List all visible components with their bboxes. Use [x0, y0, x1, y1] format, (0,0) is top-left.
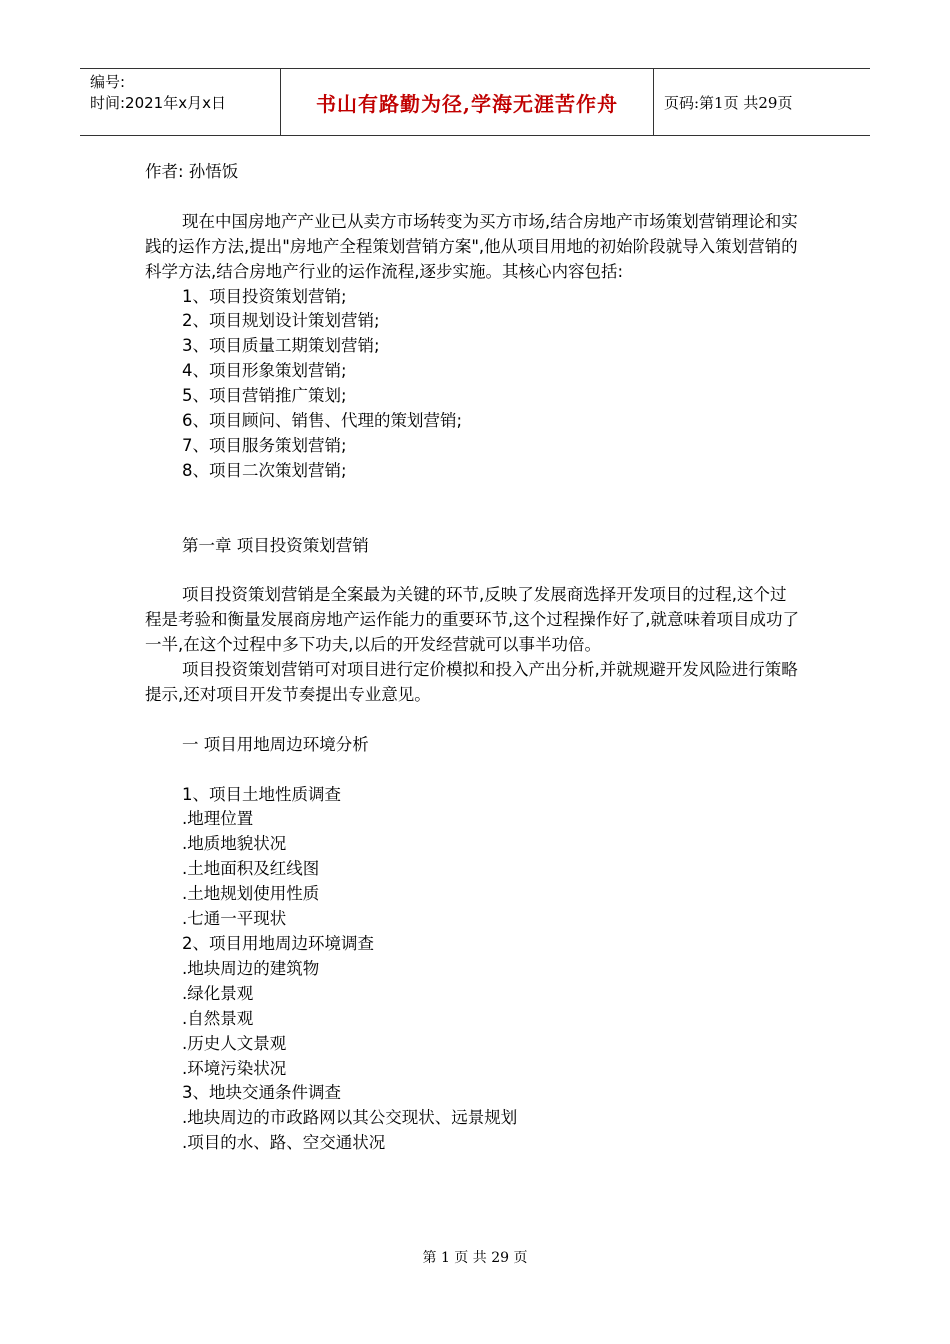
list-item: 5、项目营销推广策划; — [182, 386, 347, 406]
header-meta — [80, 69, 281, 135]
outline-line: .地块周边的建筑物 — [182, 958, 320, 978]
list-item: 1、项目投资策划营销; — [182, 286, 347, 306]
list-item: 7、项目服务策划营销; — [182, 435, 347, 455]
outline-line: 2、项目用地周边环境调查 — [182, 934, 374, 954]
outline-line: .绿化景观 — [182, 983, 254, 1003]
header-number: 编号: — [90, 73, 126, 91]
outline-line: .地质地貌状况 — [182, 834, 287, 854]
section-title: 一 项目用地周边环境分析 — [182, 734, 369, 754]
outline-line: .七通一平现状 — [182, 909, 287, 929]
outline-line: .地块周边的市政路网以其公交现状、远景规划 — [182, 1108, 518, 1128]
list-item: 3、项目质量工期策划营销; — [182, 336, 380, 356]
chapter-paragraph: 项目投资策划营销是全案最为关键的环节,反映了发展商选择开发项目的过程,这个过程是考验和衡量发展商房地产运作能力的重要环节,这个过程操作好了,就意味着项目成功了一半,在这个过程中多下功夫,以后的开发经营就可以事半功倍。 — [145, 585, 799, 655]
header-motto: 书山有路勤为径,学海无涯苦作舟 — [281, 69, 654, 135]
outline-line: .环境污染状况 — [182, 1058, 287, 1078]
outline-line: .项目的水、路、空交通状况 — [182, 1133, 386, 1153]
outline-line: .自然景观 — [182, 1008, 254, 1028]
list-item: 6、项目顾问、销售、代理的策划营销; — [182, 411, 463, 431]
outline-line: .历史人文景观 — [182, 1033, 287, 1053]
chapter-title: 第一章 项目投资策划营销 — [182, 535, 369, 555]
list-item: 2、项目规划设计策划营销; — [182, 311, 380, 331]
document-body — [145, 160, 800, 1156]
outline-line: .地理位置 — [182, 809, 254, 829]
page-footer: 第 1 页 共 29 页 — [422, 1250, 528, 1266]
header-page-number: 页码:第1页 共29页 — [664, 93, 793, 112]
outline-line: 3、地块交通条件调查 — [182, 1083, 341, 1103]
outline-line: .土地面积及红线图 — [182, 859, 320, 879]
outline-line: 1、项目土地性质调查 — [182, 784, 341, 804]
chapter-paragraph: 项目投资策划营销可对项目进行定价模拟和投入产出分析,并就规避开发风险进行策略提示,还对项目开发节奏提出专业意见。 — [145, 660, 798, 704]
outline-line: .土地规划使用性质 — [182, 884, 320, 904]
list-item: 8、项目二次策划营销; — [182, 460, 347, 480]
header-time: 时间:2021年x月x日 — [90, 94, 226, 112]
intro-paragraph: 现在中国房地产产业已从卖方市场转变为买方市场,结合房地产市场策划营销理论和实践的运作方法,提出"房地产全程策划营销方案",他从项目用地的初始阶段就导入策划营销的科学方法,结合房地产行业的运作流程,逐步实施。其核心内容包括: — [145, 211, 798, 281]
author-line: 作者: 孙悟饭 — [145, 162, 239, 181]
page-header — [80, 68, 870, 136]
list-item: 4、项目形象策划营销; — [182, 361, 347, 381]
